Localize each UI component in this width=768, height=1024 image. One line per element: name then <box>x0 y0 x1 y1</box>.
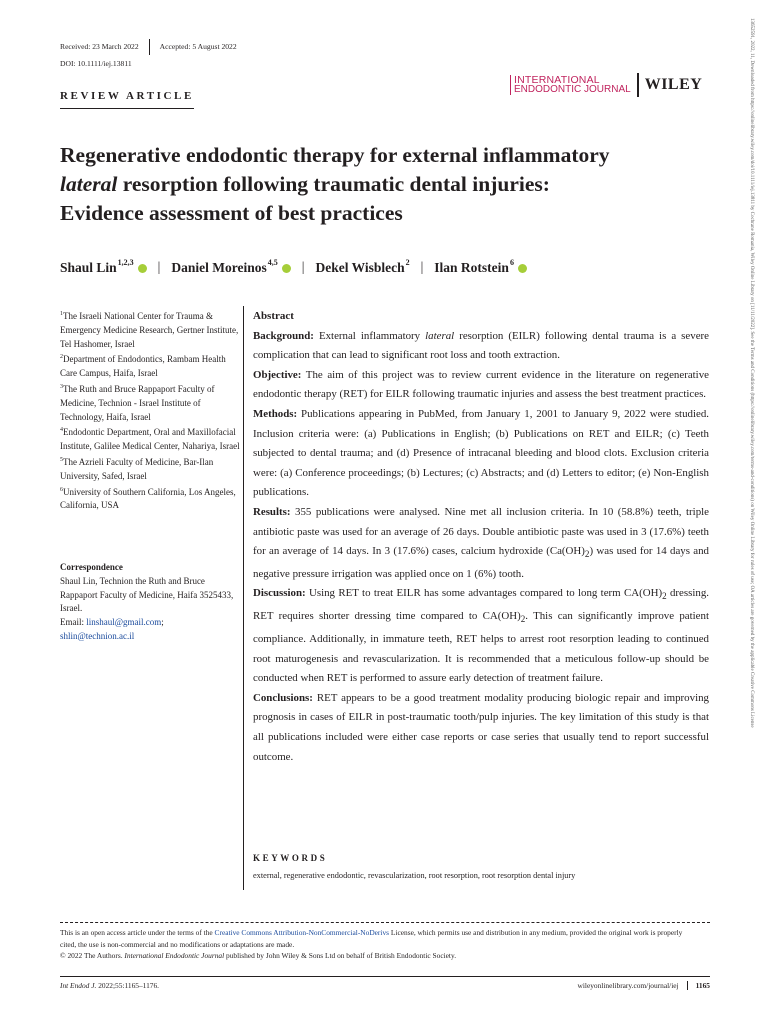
author-name: Dekel Wisblech <box>315 260 405 275</box>
download-stamp-text: 13652591, 2022, 11, Downloaded from https://onlinelibrary.wiley.com/doi/10.1111/iej.13811 by Cochrane Romania, Wiley Online Library on [11/11/2022]. See the Terms and Conditions (https://onlinelibrary.wiley.com/terms-and-conditions) on Wiley Online Library for rules of use; OA articles are governed by the applicable Creative Commons License <box>749 18 754 728</box>
license-link[interactable]: Creative Commons Attribution-NonCommercial-NoDerivs <box>214 928 390 937</box>
title-line1: Regenerative endodontic therapy for external inflammatory <box>60 143 610 167</box>
abstract-conclusions <box>253 689 709 767</box>
email-label: Email: <box>60 617 87 628</box>
journal-name-line1: INTERNATIONAL <box>514 74 600 86</box>
citation <box>60 981 159 990</box>
journal-name <box>510 75 631 95</box>
title-italic-word: lateral <box>60 172 118 196</box>
section-text: External inflammatory <box>313 329 426 342</box>
article-dates <box>60 39 237 55</box>
author-list <box>60 258 527 276</box>
author[interactable] <box>60 258 147 276</box>
abstract-background <box>253 327 709 366</box>
copyright-journal: International Endodontic Journal <box>124 951 225 961</box>
affiliation <box>60 351 240 381</box>
author-affiliation-sup: 2 <box>405 258 410 267</box>
affiliation-sup: 5 <box>60 456 63 463</box>
affiliation <box>60 308 240 351</box>
section-text: RET appears to be a good treatment modality producing biologic repair and improving prognosis in cases of EILR in post-traumatic tooth/pulp injuries. The key limitation of this study is that all publications included were either case reports or case series that usually tend to report successful outcome. <box>253 691 709 763</box>
copyright <box>60 950 700 962</box>
author[interactable] <box>315 258 409 276</box>
subscript: 2 <box>520 614 526 625</box>
affiliation <box>60 424 240 454</box>
section-text: . This can significantly improve patient compliance. Additionally, in immature teeth, RET helps to arrest root resorption leading to continued root maturogenesis and revascularization. It is recommended that a meticulous follow-up should be conducted when RET is performed to assure early detection of treatment failure. <box>253 610 709 685</box>
article-title <box>60 141 730 228</box>
doi[interactable]: DOI: 10.1111/iej.13811 <box>60 59 132 68</box>
italic-term: lateral <box>425 329 455 342</box>
affiliation <box>60 454 240 484</box>
affiliation-text: Department of Endodontics, Rambam Health Care Campus, Haifa, Israel <box>60 354 226 379</box>
subscript: 2 <box>584 549 590 560</box>
correspondence-heading: Correspondence <box>60 562 123 572</box>
section-text: resorption (EILR) following dental trauma is a severe complication that can lead to significant root loss and tooth extraction. <box>253 329 709 362</box>
email-link[interactable]: shlin@technion.ac.il <box>60 630 135 641</box>
title-line2 <box>60 170 730 199</box>
section-label: Conclusions: <box>253 691 313 704</box>
affiliation-text: University of Southern California, Los Angeles, California, USA <box>60 486 236 511</box>
license-divider <box>60 922 710 923</box>
abstract-results <box>253 503 709 585</box>
copyright-text: © 2022 The Authors. <box>60 951 125 961</box>
author-affiliation-sup: 1,2,3 <box>117 258 134 267</box>
affiliation-text: The Israeli National Center for Trauma & Emergency Medicine Research, Gertner Institute, Tel Hashomer, Israel <box>60 311 239 349</box>
logo-divider <box>637 73 639 97</box>
affiliation <box>60 484 240 514</box>
affiliation-text: The Ruth and Bruce Rappaport Faculty of Medicine, Technion - Israel Institute of Technology, Haifa, Israel <box>60 383 215 422</box>
section-text: Publications appearing in PubMed, from January 1, 2001 to January 9, 2022 were studied. Inclusion criteria were: (a) Publications in English; (b) Publications on RET and EILR; (c) Teeth subjected to dental trauma; and (d) Presence of intracanal bleeding and blood clots. Exclusion criteria were: (a) Conference proceedings; (b) Lectures; (c) Abstracts; and (d) Letters to editor; (e) Non-English publications. <box>253 407 709 499</box>
received-date: Received: 23 March 2022 <box>60 42 139 51</box>
affiliation-sup: 6 <box>60 486 63 493</box>
email-separator: ; <box>161 617 164 628</box>
affiliation-text: Endodontic Department, Oral and Maxillofacial Institute, Galilee Medical Center, Nahariya, Israel <box>60 427 240 452</box>
email-link[interactable]: linshaul@gmail.com <box>86 617 162 628</box>
download-stamp <box>744 18 756 1018</box>
abstract <box>253 307 709 767</box>
keywords-list: external, regenerative endodontic, revascularization, root resorption, root resorption dental injury <box>253 871 576 880</box>
keywords-heading: KEYWORDS <box>253 853 328 863</box>
license-notice <box>60 927 700 962</box>
page-number: 1165 <box>687 981 710 990</box>
footer-rule <box>60 976 710 977</box>
journal-url[interactable]: wileyonlinelibrary.com/journal/iej <box>577 981 679 990</box>
section-text: The aim of this project was to review current evidence in the literature on regenerative endodontic therapy (RET) for EILR following traumatic injuries and assess the best treatment practices. <box>253 368 709 401</box>
author-affiliation-sup: 6 <box>509 258 514 267</box>
affiliation-sup: 3 <box>60 383 63 390</box>
date-divider <box>149 39 150 55</box>
footer-right <box>578 981 711 990</box>
author-affiliation-sup: 4,5 <box>267 258 278 267</box>
copyright-text: published by John Wiley & Sons Ltd on behalf of British Endodontic Society. <box>224 951 457 961</box>
license-text-part: This is an open access article under the terms of the <box>60 928 215 937</box>
affiliation-sup: 4 <box>60 427 63 434</box>
author-separator: | <box>301 259 305 274</box>
author-name: Shaul Lin <box>60 260 117 275</box>
author[interactable] <box>434 258 527 276</box>
author-name: Ilan Rotstein <box>434 260 509 275</box>
section-label: Background: <box>253 329 314 342</box>
correspondence-email <box>60 616 240 644</box>
abstract-heading: Abstract <box>253 310 294 322</box>
section-label: Discussion: <box>253 587 306 600</box>
affiliation-text: The Azrieli Faculty of Medicine, Bar-Ilan University, Safed, Israel <box>60 456 214 481</box>
orcid-icon[interactable] <box>518 264 527 273</box>
title-line3: Evidence assessment of best practices <box>60 201 403 225</box>
abstract-discussion <box>253 584 709 688</box>
orcid-icon[interactable] <box>282 264 291 273</box>
publisher-logo: WILEY <box>644 76 703 93</box>
orcid-icon[interactable] <box>138 264 147 273</box>
section-text: dressing. RET requires shorter dressing time compared to CA(OH) <box>253 587 709 623</box>
column-divider <box>243 306 244 890</box>
accepted-date: Accepted: 5 August 2022 <box>159 42 237 51</box>
affiliation <box>60 381 240 424</box>
abstract-methods <box>253 405 709 503</box>
section-label: Objective: <box>253 368 302 381</box>
author-separator: | <box>420 259 424 274</box>
section-text: ) was used for 14 days and negative pressure irrigation was applied once on 1 (6%) tooth. <box>253 545 709 580</box>
affiliation-sup: 1 <box>60 311 63 317</box>
author[interactable] <box>171 258 290 276</box>
article-type-rule <box>60 108 194 109</box>
section-text: 355 publications were analysed. Nine met all inclusion criteria. In 10 (58.8%) teeth, triple antibiotic paste was used for an average of 26 days. Double antibiotic paste was used in 3 (17.6%) teeth for an average of 14 days. In 3 (17.6%) cases, calcium hydroxide (Ca(OH) <box>253 505 709 558</box>
affiliation-sup: 2 <box>60 354 63 361</box>
author-separator: | <box>157 259 161 274</box>
author-name: Daniel Moreinos <box>171 260 267 275</box>
correspondence-body: Shaul Lin, Technion the Ruth and Bruce Rappaport Faculty of Medicine, Haifa 3525433, Israel. <box>60 575 234 614</box>
abstract-objective <box>253 366 709 405</box>
section-label: Methods: <box>253 407 298 420</box>
article-type: REVIEW ARTICLE <box>60 90 194 102</box>
license-text-part: License, which permits use and distribution in any medium, provided the original work is properly cited, the use is non-commercial and no modifications or adaptations are made. <box>60 928 683 949</box>
section-label: Results: <box>253 505 291 518</box>
journal-name-line2: ENDODONTIC JOURNAL <box>514 84 631 95</box>
section-text: Using RET to treat EILR has some advantages compared to long term CA(OH) <box>305 587 663 600</box>
citation-journal: Int Endod J. <box>60 981 97 990</box>
journal-logo <box>510 73 702 97</box>
citation-details: 2022;55:1165–1176. <box>96 981 160 990</box>
title-line2-rest: resorption following traumatic dental injuries: <box>117 172 550 196</box>
correspondence <box>60 561 240 644</box>
subscript: 2 <box>662 591 667 602</box>
affiliations <box>60 308 240 513</box>
license-text <box>60 927 700 950</box>
